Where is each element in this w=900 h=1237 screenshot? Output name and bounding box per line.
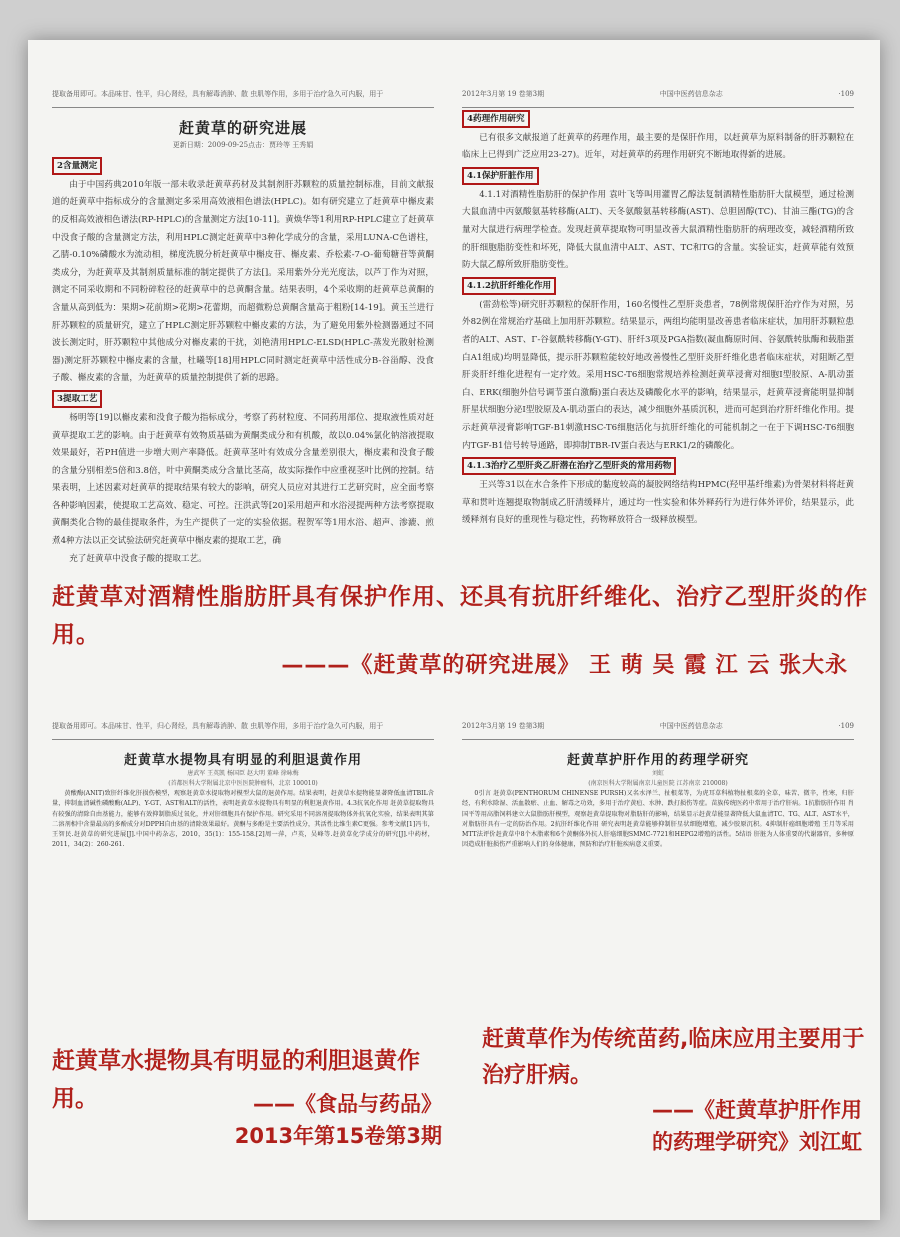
highlight-caption-right: 赶黄草作为传统苗药,临床应用主要用于治疗肝病。 (482, 1027, 865, 1088)
article-title: 赶黄草的研究进展 (178, 118, 307, 137)
paragraph: 黄酸酶(ANIT)致肝纤维化肝损伤模型，观察赶黄草水提取物对模型大鼠的退黄作用。结果表明，赶黄草水提物能显著降低血清TBIL含量，抑制血清碱性磷酸酶(ALP)、Y-GT、AST和ALT的活性，表明赶黄草水提物具有明显的利胆退黄作用。4.3抗氧化作用 赶黄草提取物具有较强的清除自由基能力，能够有效抑制脂质过氧化，并对肝细胞具有保护作用。研究采用不同溶剂提取物体外抗氧化实验，结果表明其第二溶剂相中含量最高的多酚成分对DPPH自由基的清除效果最好。黄酮与多酚是主要活性成分，其活性比维生素C更强。参考文献[1]冯韦，王智民.赶黄草的研究进展[J].中国中药杂志，2010，35(1)：155-158.[2]周一萍，卢英，吴峰等.赶黄草化学成分的研究[J].中药材，2011，34(2)：260-261. (52, 790, 434, 849)
section-heading-liver-protection: 4.1保护肝脏作用 (462, 167, 539, 185)
citation-line: 的药理学研究》刘江虹 (652, 1130, 862, 1154)
article-title: 赶黄草护肝作用的药理学研究 (566, 752, 749, 768)
running-header: 提取备用即可。本品味甘、性平，归心肾经，具有解毒消肿、散 虫肌等作用，多用于治疗急久可内服，用于 (52, 86, 434, 108)
authors: 刘虹 (651, 770, 664, 778)
highlight-caption-left: 赶黄草水提物具有明显的利胆退黄作用。 (52, 1048, 420, 1112)
update-info: 更新日期：2009-09-25点击：贾玲等 王秀娟 (172, 141, 314, 150)
running-header: 2012年3月第 19 卷第3期 中国中医药信息杂志 ·109 (462, 86, 854, 108)
affiliation: (南京医科大学附属南京儿童医院 江苏南京 210008) (588, 780, 728, 788)
article-page-top-right (462, 86, 854, 564)
running-header: 提取备用即可。本品味甘、性平，归心肾经，具有解毒消肿、散 虫肌等作用，多用于治疗急久可内服，用于 (52, 718, 434, 740)
paragraph: (雷劲松等)研究肝苏颗粒的保肝作用，160名慢性乙型肝炎患者，78例常规保肝治疗作为对照，另外82例在常规治疗基础上加用肝苏颗粒。结果显示，两组均能明显改善患者临床症状，加用肝苏颗粒患者的ALT、AST、Γ-谷氨酰转移酶(Y-GT)、肝纤3项及PGA指数(凝血酶原时间、谷氨酰转肽酶和载脂蛋白A1组成)均明显降低，提示肝苏颗粒能较好地改善慢性乙型肝炎肝纤维化患者临床症状，对阻断乙型肝炎肝纤维化进程有一定疗效。采用HSC-T6细胞常规培养检测赶黄草浸膏对细胞I型胶原、A-肌动蛋白、ERK(细胞外信号调节蛋白激酶)蛋白表达及磷酸化水平的影响，结果显示，赶黄草浸膏能明显抑制肝星状细胞分泌I型胶原及A-肌动蛋白的表达，减少细胞外基质沉积，进而可起到治疗肝纤维化作用。提示赶黄草浸膏影响TGF-B1刺激HSC-T6细胞活化与抗肝纤维化的可能机制之一在于下调HSC-T6细胞内TGF-B1信号转导通路，即抑制TBR-IV蛋白表达与ERK1/2的磷酸化。 (462, 299, 854, 451)
article-title: 赶黄草水提物具有明显的利胆退黄作用 (123, 752, 362, 768)
citation: ———《赶黄草的研究进展》 王 萌 吴 霞 江 云 张大永 (281, 653, 848, 678)
running-header: 2012年3月第 19 卷第3期 中国中医药信息杂志 ·109 (462, 718, 854, 740)
paragraph: 由于中国药典2010年版一部未收录赶黄草药材及其制剂肝苏颗粒的质量控制标准，目前文献报道的赶黄草中指标成分的含量测定多采用高效液相色谱法(HPLC)。如有研究建立了赶黄草中槲皮素的反相高效液相色谱法(RP-HPLC)的含量测定方法[10-11]。黄焕华等1利用RP-HPLC建立了赶黄草中没食子酸的含量测定方法，利用HPLC测定赶黄草中3种化学成分的含量，采用LUNA-C色谱柱，乙腈-0.10%磷酸水为流动相，梯度洗脱分析赶黄草中槲皮苷、槲皮素、乔松素-7-O-葡萄糖苷等黄酮类成分，为赶黄草及其制剂质量标准的制定提供了方法[]。采用紫外分光光度法，以芦丁作为对照，测定不同采收期和不同粉碎粒径的赶黄草中的总黄酮含量。结果表明，4个采收期的赶黄草总黄酮的含量从高到低为：果期>花前期>花期>花蕾期，而超微粉总黄酮含量高于粗粉[14-19]。黄玉兰进行肝苏颗粒的质量研究，建立了HPLC测定肝苏颗粒中槲皮素的方法，为了避免用紫外检测器通过不同波长测定时，肝苏颗粒中其他成分对槲皮素的干扰，刘艳清用HPLC-ELSD(HPLC-蒸发光散射检测器)测定肝苏颗粒中槲皮素的含量，杜曦等[18]用HPLC同时测定赶黄草中活性成分B-谷甾醇、没食子酸、槲皮素的含量，为赶黄草的质量控制提供了新的思路。 (52, 179, 434, 384)
paragraph: 充了赶黄草中没食子酸的提取工艺。 (69, 553, 207, 564)
article-page-bottom-left (52, 718, 434, 1036)
section-heading-extraction: 3提取工艺 (52, 390, 102, 408)
affiliation: (首都医科大学附属北京中医医院肿瘤科，北京 100010) (168, 780, 318, 788)
section-heading-hepatitis-b: 4.1.3治疗乙型肝炎乙肝潜在治疗乙型肝炎的常用药物 (462, 457, 676, 475)
highlight-caption: 赶黄草对酒精性脂肪肝具有保护作用、还具有抗肝纤维化、治疗乙型肝炎的作用。 (52, 584, 868, 648)
paragraph: 0引言 赶黄草(PENTHORUM CHINENSE PURSH)又名水泽兰、扯根菜等，为虎耳草科植物扯根菜的全草，味苦、微辛，性寒，归肝经，有利水除湿、活血散瘀、止血、解毒之功效，多用于治疗黄疸、水肿、跌打损伤等症。苗族传统医药中常用于治疗肝病。1抗脂肪肝作用 肖国平等用高脂饲料建立大鼠脂肪肝模型，观察赶黄草提取物对脂肪肝的影响，结果显示赶黄草能显著降低大鼠血清TC、TG、ALT、AST水平，对脂肪肝具有一定的防治作用。2抗肝纤维化作用 研究表明赶黄草能够抑制肝星状细胞增殖，减少胶原沉积。4抑制肝癌细胞增殖 王月等采用MTT法评价赶黄草中8个木脂素和6个黄酮体外抗人肝癌细胞SMMC-7721和HEPG2增殖的活性。5结语 肝脏为人体重要的代谢器官，多种原因造成肝脏损伤严重影响人们的身体健康，预防和治疗肝脏疾病意义重要。 (462, 790, 854, 849)
paragraph: 杨明等[19]以槲皮素和没食子酸为指标成分，考察了药材粒度、不同药用部位、提取液性质对赶黄草提取工艺的影响。由于赶黄草有效物质基础为黄酮类成分和有机酸，故以0.04%氯化钠溶液提取效果最好，若PH值进一步增大则产率降低。赶黄草茎叶有效成分含量差别很大，槲皮素和没食子酸的含量分别相差5倍和3.8倍，叶中黄酮类成分含量比茎高，故实际操作中应重视茎叶比例的控制。结果表明，上述因素对赶黄草的提取结果有较大的影响，研究人员应对其进行工艺研究时，应全面考察各种影响因素，使提取工艺高效、稳定、可控。汪洪武等[20]采用超声和水浴浸提两种方法考察提取黄酮类化合物的最佳提取条件，为生产提供了一定的实验依据。程贺军等1用水浴、超声、渗漉、煎煮4种方法以正交试验法研究赶黄草中槲皮素的提取工艺，确 (52, 412, 434, 547)
paragraph: 已有很多文献报道了赶黄草的药理作用，最主要的是保肝作用，以赶黄草为原料制备的肝苏颗粒在临床上已得到广泛应用23-27)。近年，对赶黄草的药理作用研究不断地取得新的进展。 (462, 132, 854, 161)
article-page-bottom-right (462, 718, 854, 1016)
section-heading-pharmacology: 4药理作用研究 (462, 110, 530, 128)
citation-line: ——《食品与药品》 (253, 1092, 442, 1116)
paragraph: 4.1.1对酒精性脂肪肝的保护作用 袁叶飞等叫用灌胃乙醇法复制酒精性脂肪肝大鼠模型，通过检测大鼠血清中丙氨酸氨基转移酶(ALT)、天冬氨酸氨基转移酶(AST)、总胆固醇(TC)、甘油三酯(TG)的含量对大鼠进行病理学检查。发现赶黄草提取物可明显改善大鼠酒精性脂肪肝的病理改变，减轻酒精所致的肝细胞脂肪变性和坏死，降低大鼠血清中ALT、AST、TC和TG的含量。实验证实，赶黄草能有效预防大鼠乙醇所致肝脂肪变性。 (462, 189, 854, 271)
citation-line: 2013年第15卷第3期 (234, 1124, 442, 1148)
citation-left (52, 1088, 442, 1152)
section-heading-content-determination: 2含量测定 (52, 157, 102, 175)
citation-line: ——《赶黄草护肝作用 (652, 1098, 862, 1122)
authors: 唐武军 王英凯 杨国臣 赵大明 董峰 徐咏梅 (187, 770, 299, 778)
citation-right (482, 1094, 862, 1158)
section-heading-anti-fibrosis: 4.1.2抗肝纤维化作用 (462, 277, 556, 295)
paragraph: 王兴等31以在水合条件下形成的黏度较高的凝胶网络结构HPMC(羟甲基纤维素)为骨架材料将赶黄草和贯叶连翘提取物制成乙肝清缓释片，通过均一性实验和体外释药行为进行体外评价，结果显示，此缓释剂有良好的重现性与稳定性，药物释放符合一级释放模型。 (462, 480, 854, 526)
article-page-top-left (52, 86, 434, 564)
